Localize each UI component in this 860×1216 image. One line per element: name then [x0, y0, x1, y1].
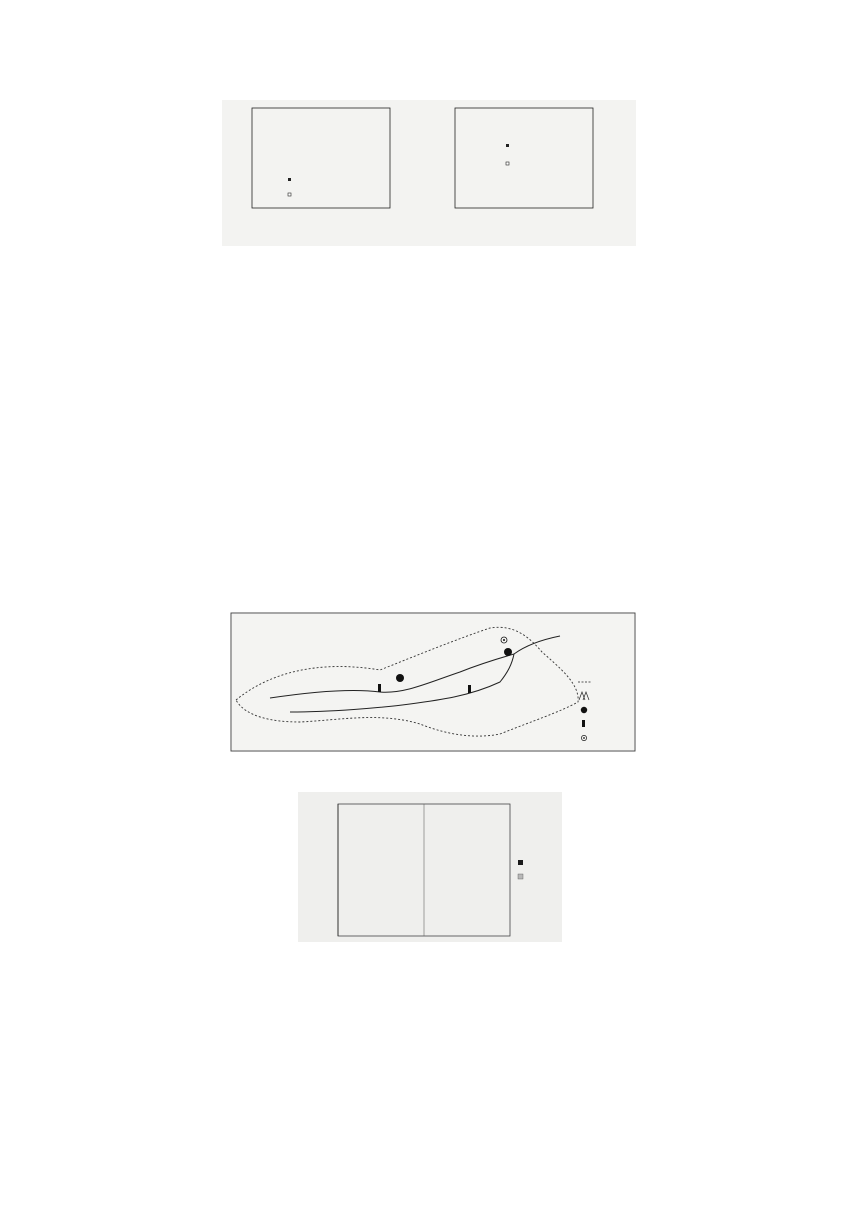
legend-rainfall-swatch — [518, 860, 523, 865]
legend-temp-marker — [288, 178, 291, 181]
figure-6-svg — [230, 612, 636, 752]
luo-lower-river — [514, 636, 560, 654]
yi-river — [290, 654, 514, 712]
figure-5-right-panel — [455, 108, 593, 208]
figure-6-map — [230, 612, 636, 752]
figure-7-svg — [298, 792, 562, 942]
legend-station-icon — [581, 707, 587, 713]
legend-snow-area-marker — [506, 162, 509, 165]
legend-runoff-swatch — [518, 874, 523, 879]
luo-river — [270, 654, 514, 698]
luhun-reservoir-icon — [468, 685, 471, 693]
figure-6-legend — [578, 682, 592, 741]
legend-snow-temp-marker — [506, 144, 509, 147]
legend-mountain-icon — [579, 692, 589, 700]
changshui-station-icon — [396, 674, 404, 682]
figure-5-svg — [222, 100, 636, 246]
legend-reservoir-icon — [582, 720, 585, 727]
figure-5 — [222, 100, 636, 246]
figure-5-left-panel — [252, 108, 390, 208]
guxian-reservoir-icon — [378, 684, 381, 692]
baimasi-station-icon — [504, 648, 512, 656]
legend-ice-marker — [288, 193, 291, 196]
figure-7-chart — [298, 792, 562, 942]
basin-boundary — [236, 627, 578, 736]
